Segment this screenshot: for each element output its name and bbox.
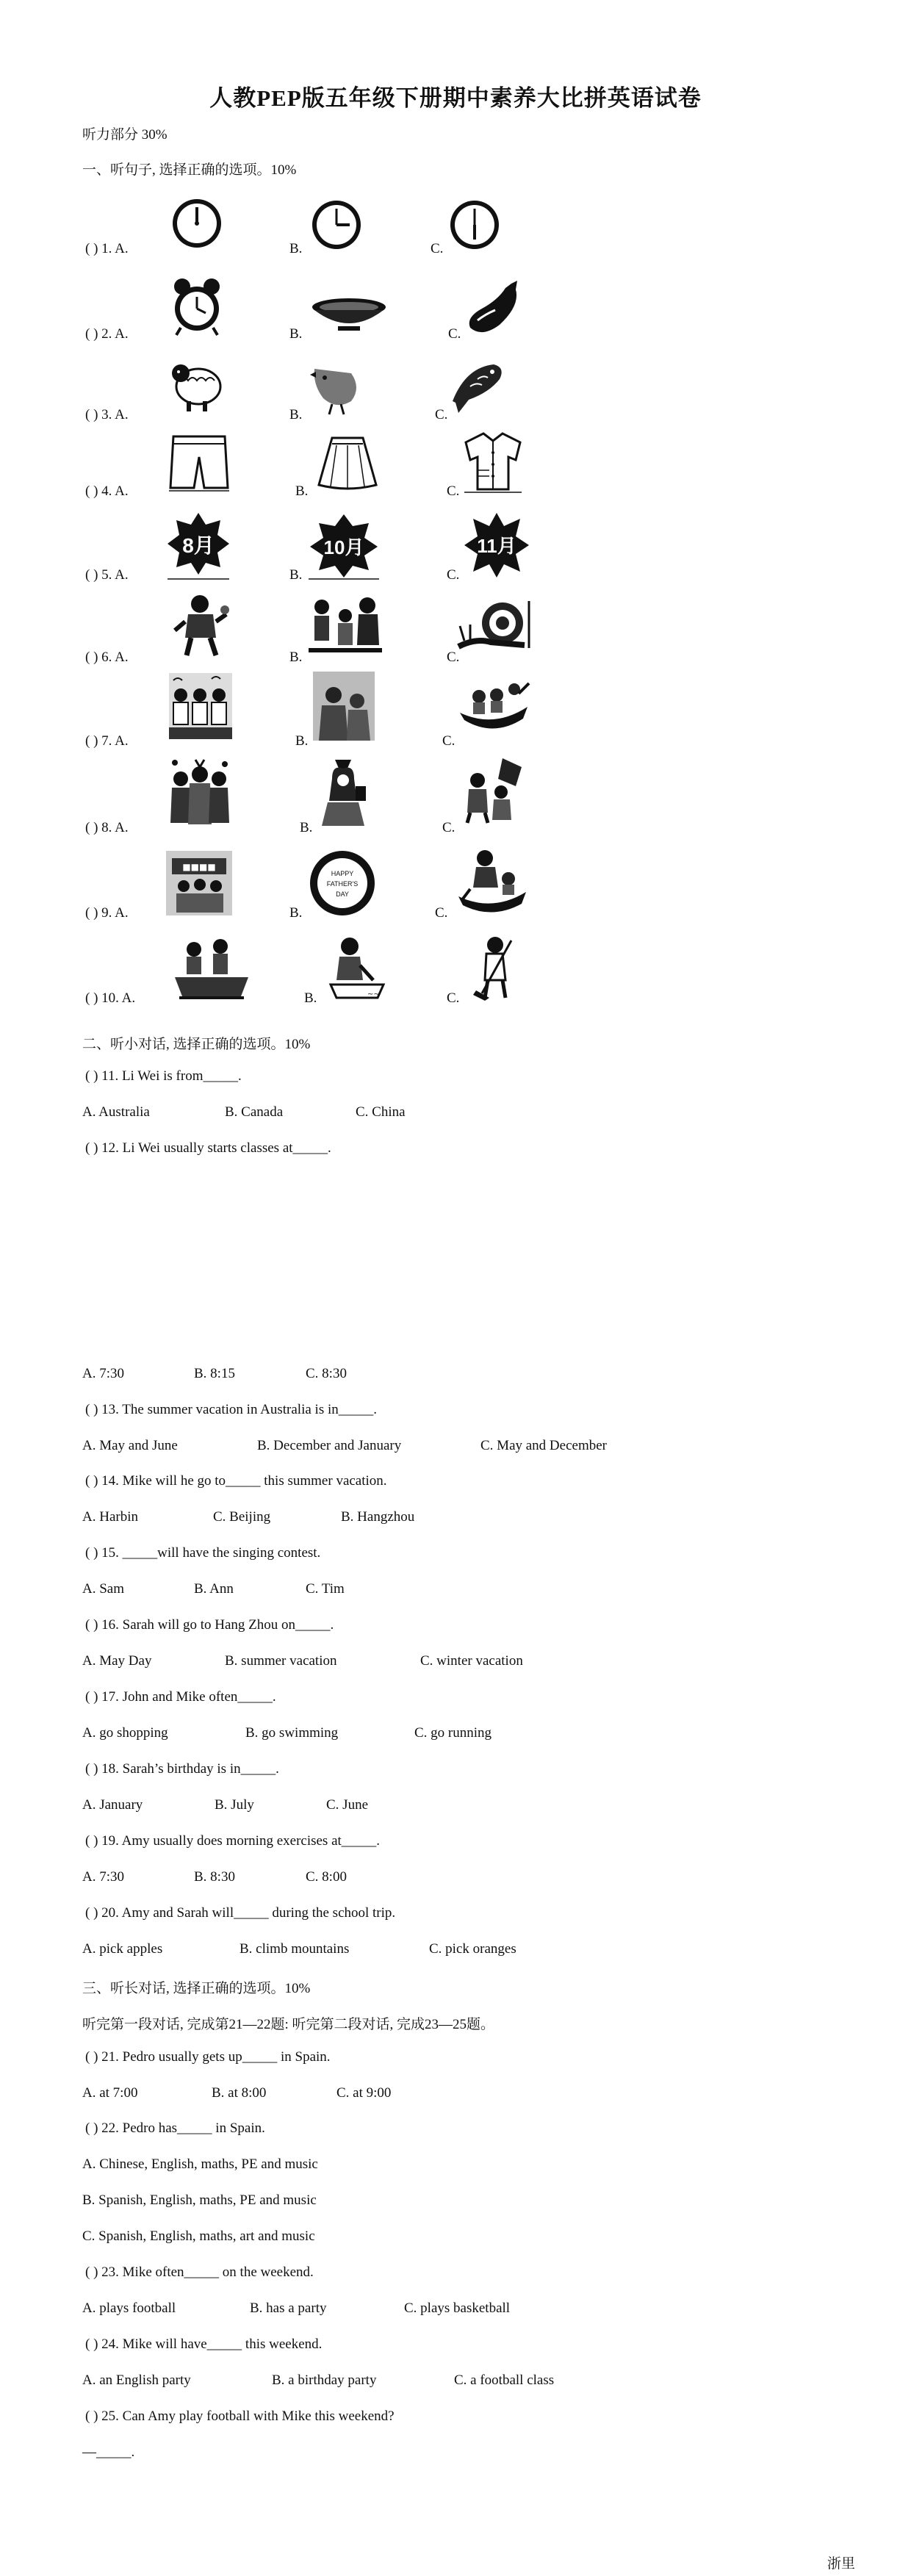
dragon-boat-icon bbox=[457, 674, 530, 738]
question-20: ( ) 20. Amy and Sarah will_____ during the school trip. bbox=[85, 1905, 396, 1921]
item-number: ( ) 7. A. bbox=[85, 733, 129, 749]
option-c-label: C. bbox=[435, 407, 448, 422]
q22-option-b: B. Spanish, English, maths, PE and music bbox=[82, 2192, 317, 2208]
question-23: ( ) 23. Mike often_____ on the weekend. bbox=[85, 2264, 314, 2280]
sheep-icon bbox=[169, 356, 225, 414]
section3-instruction: 听完第一段对话, 完成第21—22题: 听完第二段对话, 完成23—25题。 bbox=[82, 2017, 495, 2032]
q24-option-b: B. a birthday party bbox=[272, 2372, 377, 2388]
people-talking-icon bbox=[313, 672, 375, 741]
q13-option-c: C. May and December bbox=[480, 1438, 607, 1453]
q22-option-a: A. Chinese, English, maths, PE and music bbox=[82, 2156, 318, 2172]
q23-option-b: B. has a party bbox=[250, 2300, 327, 2316]
option-b-label: B. bbox=[295, 483, 309, 499]
q17-option-a: A. go shopping bbox=[82, 1725, 168, 1741]
option-c-label: C. bbox=[442, 733, 455, 749]
q21-option-c: C. at 9:00 bbox=[336, 2085, 392, 2101]
shorts-icon bbox=[168, 432, 231, 494]
q12-option-b: B. 8:15 bbox=[194, 1366, 235, 1381]
month-label: 11月 bbox=[477, 535, 516, 557]
option-b-label: B. bbox=[295, 733, 309, 749]
november-badge-icon bbox=[461, 510, 532, 580]
question-19: ( ) 19. Amy usually does morning exercises at_____. bbox=[85, 1833, 381, 1849]
question-14: ( ) 14. Mike will he go to_____ this summer vacation. bbox=[85, 1473, 387, 1489]
question-18: ( ) 18. Sarah’s birthday is in_____. bbox=[85, 1761, 279, 1777]
alarm-clock-icon bbox=[168, 276, 226, 337]
q18-option-a: A. January bbox=[82, 1797, 143, 1813]
q17-option-b: B. go swimming bbox=[245, 1725, 339, 1741]
q23-option-c: C. plays basketball bbox=[404, 2300, 511, 2316]
option-b-label: B. bbox=[289, 326, 303, 342]
q12-option-c: C. 8:30 bbox=[306, 1366, 347, 1381]
q11-option-b: B. Canada bbox=[225, 1104, 284, 1120]
dragon-boat-festival-icon bbox=[455, 846, 529, 920]
listening-label: 听力部分 30% bbox=[82, 127, 168, 143]
item-number: ( ) 1. A. bbox=[85, 241, 129, 256]
option-b-label: B. bbox=[289, 407, 303, 422]
footer-text: 浙里 bbox=[827, 2556, 855, 2572]
q16-option-c: C. winter vacation bbox=[420, 1653, 523, 1669]
question-15: ( ) 15. _____will have the singing contest. bbox=[85, 1545, 321, 1561]
washing-clothes-icon bbox=[325, 933, 386, 1001]
q22-option-c: C. Spanish, English, maths, art and music bbox=[82, 2228, 315, 2244]
item-number: ( ) 5. A. bbox=[85, 567, 129, 583]
shirt-icon bbox=[463, 431, 523, 494]
month-label: 10月 bbox=[323, 536, 364, 558]
option-b-label: B. bbox=[289, 650, 303, 665]
svg-text:HAPPY: HAPPY bbox=[331, 870, 354, 877]
option-b-label: B. bbox=[300, 820, 313, 835]
question-21: ( ) 21. Pedro usually gets up_____ in Spain. bbox=[85, 2049, 331, 2065]
question-22: ( ) 22. Pedro has_____ in Spain. bbox=[85, 2120, 265, 2136]
option-b-label: B. bbox=[289, 905, 303, 921]
q19-option-b: B. 8:30 bbox=[194, 1869, 235, 1885]
q20-option-b: B. climb mountains bbox=[240, 1941, 350, 1957]
boat-rowing-icon bbox=[173, 933, 250, 1001]
q18-option-c: C. June bbox=[326, 1797, 368, 1813]
sweeping-icon bbox=[467, 935, 523, 1002]
clock-12-icon bbox=[169, 191, 225, 253]
family-icon bbox=[309, 594, 382, 657]
skirt-icon bbox=[314, 433, 381, 492]
option-b-label: B. bbox=[289, 567, 303, 583]
question-12: ( ) 12. Li Wei usually starts classes at_____. bbox=[85, 1140, 331, 1156]
svg-text:~~: ~~ bbox=[367, 990, 380, 999]
august-badge-icon bbox=[165, 510, 232, 580]
q24-option-c: C. a football class bbox=[454, 2372, 555, 2388]
q21-option-a: A. at 7:00 bbox=[82, 2085, 138, 2101]
q13-option-a: A. May and June bbox=[82, 1438, 178, 1453]
option-b-label: B. bbox=[289, 241, 303, 256]
item-number: ( ) 2. A. bbox=[85, 326, 129, 342]
hiking-pair-icon bbox=[458, 757, 523, 824]
q19-option-a: A. 7:30 bbox=[82, 1869, 124, 1885]
option-c-label: C. bbox=[435, 905, 448, 921]
parade-icon bbox=[166, 851, 232, 915]
svg-text:DAY: DAY bbox=[336, 891, 349, 898]
option-c-label: C. bbox=[447, 567, 460, 583]
snail-icon bbox=[454, 594, 533, 654]
eggplant-icon bbox=[463, 279, 522, 337]
item-number: ( ) 10. A. bbox=[85, 990, 136, 1006]
option-c-label: C. bbox=[442, 820, 455, 835]
q14-option-c: C. Beijing bbox=[213, 1509, 271, 1525]
page-title: 人教PEP版五年级下册期中素养大比拼英语试卷 bbox=[209, 85, 702, 111]
month-label: 8月 bbox=[182, 534, 215, 557]
svg-text:■■■■: ■■■■ bbox=[182, 862, 216, 872]
october-badge-icon bbox=[307, 511, 381, 580]
item-number: ( ) 9. A. bbox=[85, 905, 129, 921]
question-11: ( ) 11. Li Wei is from_____. bbox=[85, 1068, 242, 1084]
item-number: ( ) 4. A. bbox=[85, 483, 129, 499]
chick-icon bbox=[307, 359, 366, 417]
bowl-icon bbox=[309, 294, 389, 335]
answer-line: —_____. bbox=[82, 2444, 135, 2460]
option-c-label: C. bbox=[431, 241, 444, 256]
q20-option-a: A. pick apples bbox=[82, 1941, 163, 1957]
fathers-day-card-icon bbox=[307, 848, 378, 918]
q15-option-a: A. Sam bbox=[82, 1581, 124, 1597]
clock-3-icon bbox=[309, 194, 364, 253]
q13-option-b: B. December and January bbox=[257, 1438, 402, 1453]
option-c-label: C. bbox=[447, 990, 460, 1006]
q14-option-a: A. Harbin bbox=[82, 1509, 138, 1525]
boy-playing-icon bbox=[170, 592, 231, 658]
item-number: ( ) 3. A. bbox=[85, 407, 129, 422]
q11-option-c: C. China bbox=[356, 1104, 406, 1120]
fish-icon bbox=[448, 357, 508, 417]
option-b-label: B. bbox=[304, 990, 317, 1006]
item-number: ( ) 6. A. bbox=[85, 650, 129, 665]
option-c-label: C. bbox=[447, 483, 460, 499]
q19-option-c: C. 8:00 bbox=[306, 1869, 347, 1885]
q15-option-c: C. Tim bbox=[306, 1581, 345, 1597]
option-c-label: C. bbox=[448, 326, 461, 342]
q17-option-c: C. go running bbox=[414, 1725, 492, 1741]
q11-option-a: A. Australia bbox=[82, 1104, 150, 1120]
q20-option-c: C. pick oranges bbox=[429, 1941, 516, 1957]
svg-text:FATHER'S: FATHER'S bbox=[326, 880, 359, 888]
question-16: ( ) 16. Sarah will go to Hang Zhou on_____. bbox=[85, 1617, 334, 1633]
option-c-label: C. bbox=[447, 650, 460, 665]
q14-option-b: B. Hangzhou bbox=[341, 1509, 415, 1525]
party-group-icon bbox=[166, 757, 234, 827]
item-number: ( ) 8. A. bbox=[85, 820, 129, 835]
q12-option-a: A. 7:30 bbox=[82, 1366, 124, 1381]
q15-option-b: B. Ann bbox=[194, 1581, 234, 1597]
q18-option-b: B. July bbox=[215, 1797, 254, 1813]
section1-heading: 一、听句子, 选择正确的选项。10% bbox=[82, 162, 297, 178]
clock-6-icon bbox=[447, 194, 503, 253]
section3-heading: 三、听长对话, 选择正确的选项。10% bbox=[82, 1981, 311, 1996]
question-17: ( ) 17. John and Mike often_____. bbox=[85, 1689, 276, 1705]
q21-option-b: B. at 8:00 bbox=[212, 2085, 267, 2101]
girl-party-icon bbox=[313, 757, 373, 827]
q16-option-a: A. May Day bbox=[82, 1653, 152, 1669]
question-24: ( ) 24. Mike will have_____ this weekend. bbox=[85, 2336, 323, 2352]
question-13: ( ) 13. The summer vacation in Australia is in_____. bbox=[85, 1402, 377, 1417]
question-25: ( ) 25. Can Amy play football with Mike this weekend? bbox=[85, 2408, 395, 2424]
section2-heading: 二、听小对话, 选择正确的选项。10% bbox=[82, 1037, 311, 1052]
singing-group-icon bbox=[169, 673, 232, 739]
q24-option-a: A. an English party bbox=[82, 2372, 191, 2388]
q16-option-b: B. summer vacation bbox=[225, 1653, 337, 1669]
q23-option-a: A. plays football bbox=[82, 2300, 176, 2316]
